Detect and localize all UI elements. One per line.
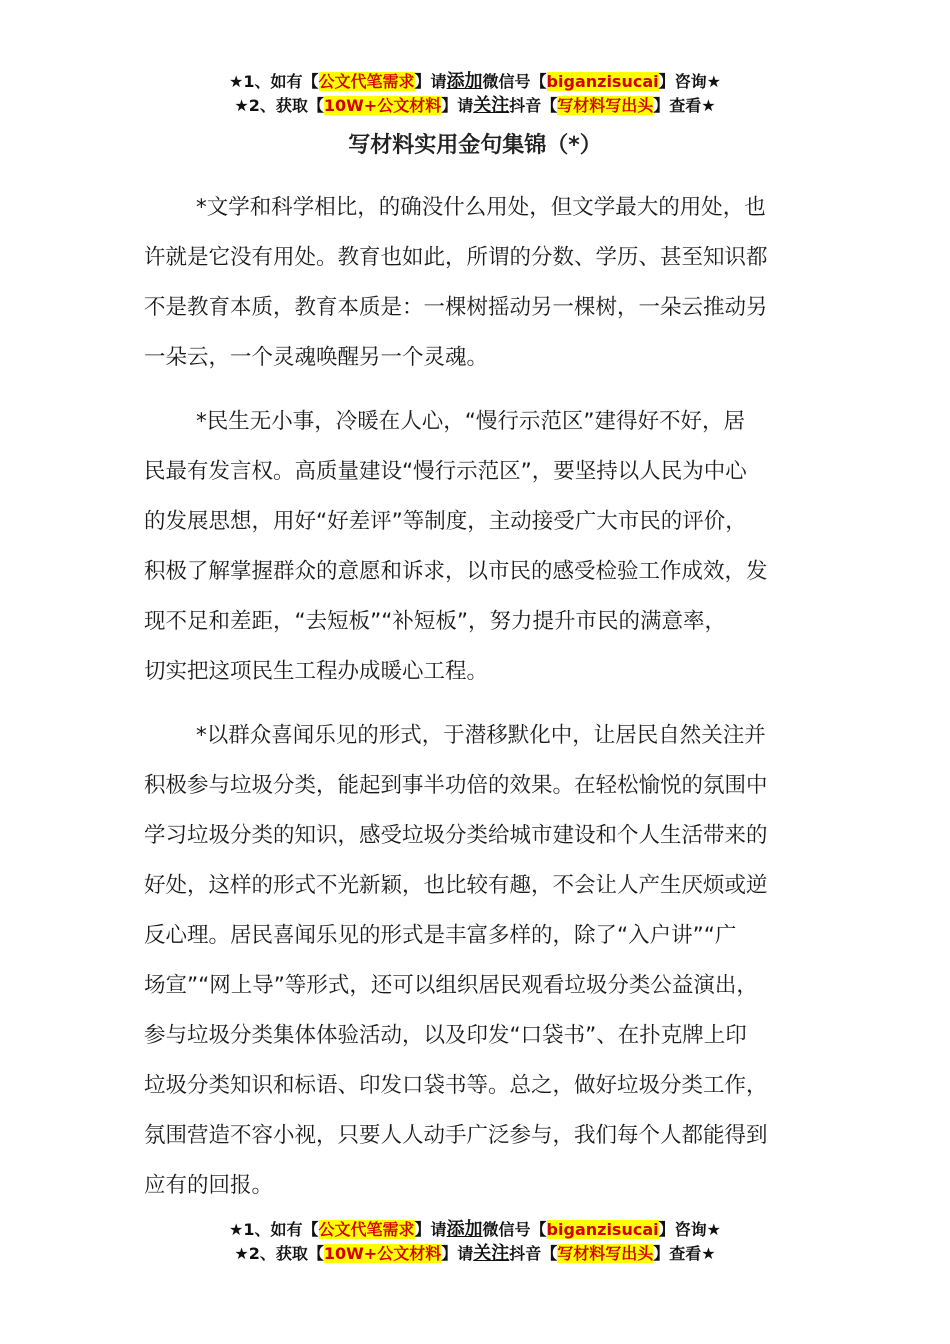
banner-text: 】查看★ — [653, 1244, 716, 1263]
text-line: 垃圾分类知识和标语、印发口袋书等。总之，做好垃圾分类工作， — [144, 1073, 768, 1098]
underlined-text: 关注 — [473, 95, 510, 116]
footer-banner — [0, 1218, 950, 1266]
highlight-service: 公文代笔需求 — [318, 72, 415, 91]
text-line: 不是教育本质，教育本质是：一棵树摇动另一棵树，一朵云推动另 — [144, 295, 768, 320]
highlight-douyin-account: 写材料写出头 — [557, 96, 654, 115]
banner-text: 】请 — [414, 1220, 447, 1239]
highlight-materials: 10W+公文材料 — [323, 96, 442, 115]
highlight-wechat-id: biganzisucai — [546, 72, 659, 91]
highlight-wechat-id: biganzisucai — [546, 1220, 659, 1239]
document-body — [144, 183, 809, 1225]
banner-text: 】请 — [441, 96, 474, 115]
text-line: 积极了解掌握群众的意愿和诉求，以市民的感受检验工作成效，发 — [144, 559, 768, 584]
text-line: 应有的回报。 — [144, 1173, 274, 1198]
text-line: 学习垃圾分类的知识，感受垃圾分类给城市建设和个人生活带来的 — [144, 823, 768, 848]
banner-text: 】请 — [441, 1244, 474, 1263]
text-line: 氛围营造不容小视，只要人人动手广泛参与，我们每个人都能得到 — [144, 1123, 768, 1148]
text-line: 现不足和差距，“去短板”“补短板”，努力提升市民的满意率， — [144, 609, 727, 634]
banner-text: 抖音【 — [509, 96, 558, 115]
text-line: 积极参与垃圾分类，能起到事半功倍的效果。在轻松愉悦的氛围中 — [144, 773, 768, 798]
banner-text: ★1、如有【 — [229, 72, 319, 91]
banner-text: 抖音【 — [509, 1244, 558, 1263]
banner-text: ★2、获取【 — [234, 96, 324, 115]
banner-text: 】查看★ — [653, 96, 716, 115]
banner-text: 微信号【 — [482, 72, 547, 91]
paragraph-2 — [144, 397, 809, 697]
banner-line-1 — [0, 1218, 950, 1242]
text-line: 许就是它没有用处。教育也如此，所谓的分数、学历、甚至知识都 — [144, 245, 768, 270]
banner-line-1 — [0, 70, 950, 94]
text-line: 的发展思想，用好“好差评”等制度，主动接受广大市民的评价， — [144, 509, 747, 534]
banner-text: ★2、获取【 — [234, 1244, 324, 1263]
text-line: *以群众喜闻乐见的形式，于潜移默化中，让居民自然关注并 — [196, 723, 766, 748]
paragraph-3 — [144, 711, 809, 1211]
text-line: 民最有发言权。高质量建设“慢行示范区”，要坚持以人民为中心 — [144, 459, 747, 484]
banner-text: 】咨询★ — [658, 1220, 721, 1239]
header-banner — [0, 70, 950, 118]
banner-text: 】咨询★ — [658, 72, 721, 91]
underlined-text: 添加 — [446, 1219, 483, 1240]
paragraph-1 — [144, 183, 809, 383]
banner-text: 微信号【 — [482, 1220, 547, 1239]
text-line: 切实把这项民生工程办成暖心工程。 — [144, 659, 489, 684]
highlight-service: 公文代笔需求 — [318, 1220, 415, 1239]
text-line: 一朵云，一个灵魂唤醒另一个灵魂。 — [144, 345, 489, 370]
banner-line-2 — [0, 94, 950, 118]
text-line: 反心理。居民喜闻乐见的形式是丰富多样的，除了“入户讲”“广 — [144, 923, 737, 948]
text-line: 好处，这样的形式不光新颖，也比较有趣，不会让人产生厌烦或逆 — [144, 873, 768, 898]
banner-text: 】请 — [414, 72, 447, 91]
text-line: *文学和科学相比，的确没什么用处，但文学最大的用处，也 — [196, 195, 766, 220]
highlight-materials: 10W+公文材料 — [323, 1244, 442, 1263]
banner-text: ★1、如有【 — [229, 1220, 319, 1239]
banner-line-2 — [0, 1242, 950, 1266]
text-line: 场宣”“网上导”等形式，还可以组织居民观看垃圾分类公益演出， — [144, 973, 758, 998]
highlight-douyin-account: 写材料写出头 — [557, 1244, 654, 1263]
text-line: 参与垃圾分类集体体验活动，以及印发“口袋书”、在扑克牌上印 — [144, 1023, 747, 1048]
underlined-text: 关注 — [473, 1243, 510, 1264]
underlined-text: 添加 — [446, 71, 483, 92]
document-title: 写材料实用金句集锦（*） — [348, 133, 602, 158]
text-line: *民生无小事，冷暖在人心，“慢行示范区”建得好不好，居 — [196, 409, 746, 434]
